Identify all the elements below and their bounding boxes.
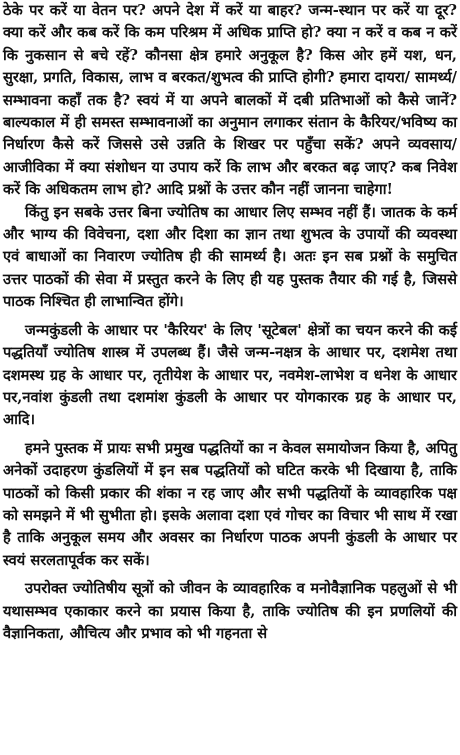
paragraph-questions: ठेके पर करें या वेतन पर? अपने देश में करें या बाहर? जन्म-स्थान पर करें या दूर? क्या करें और कब करें कि कम परिश्रम में अधिक प्राप्ति हो? क्या न करें व कब न करें कि नुकसान से बचे रहें? कौनसा क्षेत्र हमारे अनुकूल है? किस ओर हमें यश, धन, सुरक्षा, प्रगति, विकास, लाभ व बरकत/शुभत्व की प्राप्ति होगी? हमारा दायरा/ सामर्थ्य/सम्भावना कहाँ तक है? स्वयं में या अपने बालकों में दबी प्रतिभाओं को कैसे जानें? बाल्यकाल में ही समस्त सम्भावनाओं का अनुमान लगाकर संतान के कैरियर/भविष्य का निर्धारण कैसे करें जिससे उसे उन्नति के शिखर पर पहुँचा सकें? अपने व्यवसाय/आजीविका में क्या संशोधन या उपाय करें कि लाभ और बरकत बढ़ जाए? कब निवेश करें कि अधिकतम लाभ हो? आदि प्रश्नों के उत्तर कौन नहीं जानना चाहेगा!	[3, 2, 457, 199]
paragraph-astrology-basis: किंतु इन सबके उत्तर बिना ज्योतिष का आधार लिए सम्भव नहीं हैं। जातक के कर्म और भाग्य की विवेचना, दशा और दिशा का ज्ञान तथा शुभत्व के उपायों की व्यवस्था एवं बाधाओं का निवारण ज्योतिष ही की सामर्थ्य है। अतः इन सब प्रश्नों के समुचित उत्तर पाठकों की सेवा में प्रस्तुत करने के लिए ही यह पुस्तक तैयार की गई है, जिससे पाठक निश्चित ही लाभान्वित होंगे।	[3, 203, 457, 311]
paragraph-book-approach: हमने पुस्तक में प्रायः सभी प्रमुख पद्धतियों का न केवल समायोजन किया है, अपितु अनेकों उदाहरण कुंडलियों में इन सब पद्धतियों को घटित करके भी दिखाया है, ताकि पाठकों को किसी प्रकार की शंका न रह जाए और सभी पद्धतियों के व्यावहारिक पक्ष को समझने में भी सुभीता हो। इसके अलावा दशा एवं गोचर का विचार भी साथ में रखा है ताकि अनुकूल समय और अवसर का निर्धारण पाठक अपनी कुंडली के आधार पर स्वयं सरलतापूर्वक कर सकें।	[3, 439, 457, 569]
paragraph-career-methods: जन्मकुंडली के आधार पर 'कैरियर' के लिए 'सूटेबल' क्षेत्रों का चयन करने की कई पद्धतियाँ ज्योतिष शास्त्र में उपलब्ध हैं। जैसे जन्म-नक्षत्र के आधार पर, दशमेश तथा दशमस्थ ग्रह के आधार पर, तृतीयेश के आधार पर, नवमेश-लाभेश व धनेश के आधार पर,नवांश कुंडली तथा दशमांश कुंडली के आधार पर योगकारक ग्रह के आधार पर, आदि।	[3, 321, 457, 429]
paragraph-practical-aspects: उपरोक्त ज्योतिषीय सूत्रों को जीवन के व्यावहारिक व मनोवैज्ञानिक पहलुओं से भी यथासम्भव एकाकार करने का प्रयास किया है, ताकि ज्योतिष की इन प्रणलियों की वैज्ञानिकता, औचित्य और प्रभाव को भी गहनता से	[3, 580, 457, 642]
